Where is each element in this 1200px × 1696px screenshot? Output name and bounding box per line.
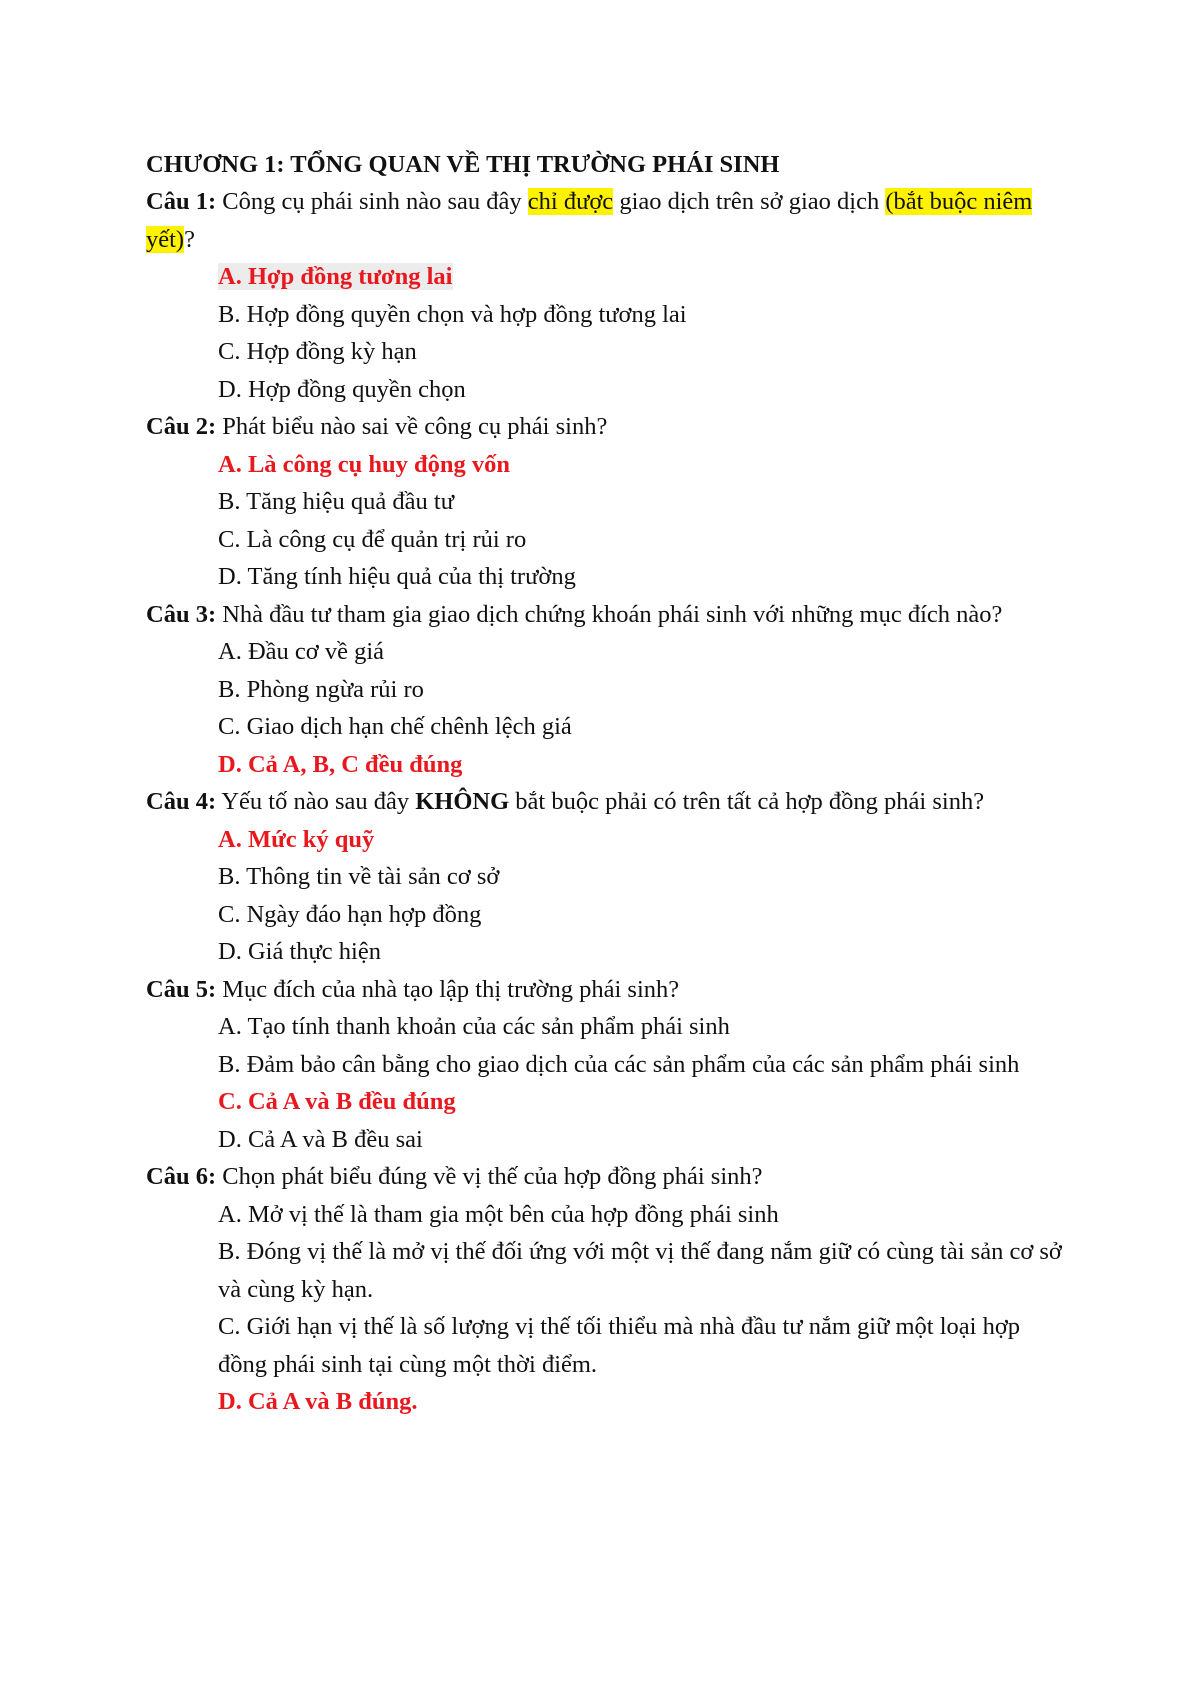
question-2-stem [146, 408, 1066, 446]
question-label: Câu 4: [146, 788, 217, 815]
question-4 [146, 783, 1066, 971]
option-c: C. Là công cụ để quản trị rủi ro [218, 525, 527, 553]
question-label: Câu 1: [146, 188, 217, 215]
option-d-correct: D. Cả A, B, C đều đúng [218, 750, 463, 778]
question-text: giao dịch trên sở giao dịch [613, 188, 886, 215]
option-d: D. Hợp đồng quyền chọn [218, 375, 466, 403]
highlighted-text: (bắt buộc niêm yết) [146, 188, 1033, 253]
option-a: A. Mở vị thế là tham gia một bên của hợp đồng phái sinh [218, 1200, 779, 1228]
question-text: Nhà đầu tư tham gia giao dịch chứng khoán phái sinh với những mục đích nào? [216, 600, 1003, 628]
option-b: B. Tăng hiệu quả đầu tư [218, 488, 455, 515]
highlighted-text: chỉ được [527, 188, 614, 215]
question-6-stem [146, 1158, 1066, 1196]
question-3 [146, 596, 1066, 784]
option-a-correct: A. Là công cụ huy động vốn [218, 450, 511, 478]
option-b: B. Hợp đồng quyền chọn và hợp đồng tương lai [218, 300, 687, 328]
option-c: C. Hợp đồng kỳ hạn [218, 338, 417, 365]
question-6 [146, 1158, 1066, 1421]
option-b: B. Đóng vị thế là mở vị thế đối ứng với một vị thế đang nắm giữ có cùng tài sản cơ sở và cùng kỳ hạn. [218, 1238, 1062, 1303]
option-d: D. Giá thực hiện [218, 938, 381, 965]
question-1-stem [146, 183, 1066, 258]
question-4-stem [146, 783, 1066, 821]
question-1 [146, 183, 1066, 408]
option-d-correct: D. Cả A và B đúng. [218, 1388, 418, 1415]
question-text: Yếu tố nào sau đây [216, 788, 416, 815]
option-a: A. Đầu cơ về giá [218, 638, 385, 665]
option-d: D. Tăng tính hiệu quả của thị trường [218, 563, 576, 590]
option-b: B. Phòng ngừa rủi ro [218, 675, 424, 703]
question-label: Câu 3: [146, 600, 217, 628]
question-text: bắt buộc phải có trên tất cả hợp đồng phái sinh? [509, 788, 985, 815]
option-b: B. Đảm bảo cân bằng cho giao dịch của các sản phẩm của các sản phẩm phái sinh [218, 1050, 1020, 1078]
document-content [146, 146, 1066, 1421]
option-a-correct [146, 258, 1066, 296]
option-d: D. Cả A và B đều sai [218, 1125, 423, 1153]
option-c: C. Giao dịch hạn chế chênh lệch giá [218, 713, 572, 740]
question-label: Câu 5: [146, 975, 217, 1003]
question-5-stem [146, 971, 1066, 1009]
question-text: ? [184, 225, 195, 253]
option-c: C. Ngày đáo hạn hợp đồng [218, 900, 482, 928]
question-3-stem [146, 596, 1066, 634]
question-text: Phát biểu nào sai về công cụ phái sinh? [216, 413, 608, 440]
question-5 [146, 971, 1066, 1159]
option-text: A. Hợp đồng tương lai [218, 263, 453, 290]
emphasis-text: KHÔNG [415, 788, 510, 815]
question-label: Câu 6: [146, 1163, 217, 1190]
option-c-correct: C. Cả A và B đều đúng [218, 1088, 456, 1115]
chapter-title: CHƯƠNG 1: TỔNG QUAN VỀ THỊ TRƯỜNG PHÁI SINH [146, 151, 780, 178]
question-2 [146, 408, 1066, 596]
question-text: Mục đích của nhà tạo lập thị trường phái sinh? [216, 975, 680, 1003]
question-text: Công cụ phái sinh nào sau đây [216, 188, 528, 215]
option-b: B. Thông tin về tài sản cơ sở [218, 863, 500, 890]
question-text: Chọn phát biểu đúng về vị thế của hợp đồng phái sinh? [216, 1163, 763, 1190]
option-a-correct: A. Mức ký quỹ [218, 825, 375, 853]
question-label: Câu 2: [146, 413, 217, 440]
option-a: A. Tạo tính thanh khoản của các sản phẩm phái sinh [218, 1013, 730, 1040]
option-c: C. Giới hạn vị thế là số lượng vị thế tối thiểu mà nhà đầu tư nắm giữ một loại hợp đồng phái sinh tại cùng một thời điểm. [218, 1313, 1021, 1378]
